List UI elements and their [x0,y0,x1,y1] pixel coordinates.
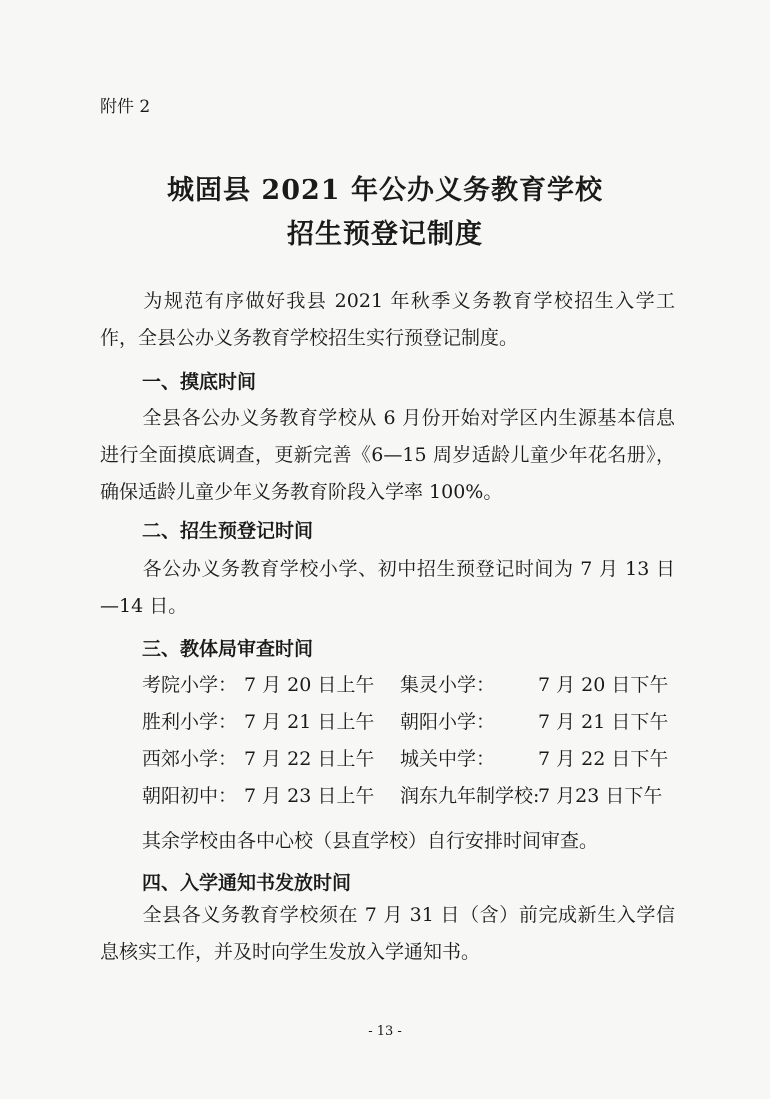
school-name: 城关中学： [400,748,496,770]
section-4-text: 全县各义务教育学校须在 7 月 31 日（含）前完成新生入学信息核实工作，并及时向学生发放入学通知书。 [100,904,675,963]
section-2-heading: 二、招生预登记时间 [142,520,314,542]
school-name: 西郊小学： [142,748,238,770]
section-4-paragraph [100,897,675,971]
intro-text: 为规范有序做好我县 2021 年秋季义务教育学校招生入学工作，全县公办义务教育学校招生实行预登记制度。 [100,290,675,349]
section-1-paragraph [100,400,675,511]
section-3-heading: 三、教体局审查时间 [142,638,314,660]
title-line-1: 城固县 2021 年公办义务教育学校 [167,175,603,206]
review-time: 7 月 20 日上午 [244,674,375,696]
review-time: 7 月23 日下午 [538,785,663,807]
school-name: 朝阳小学： [400,711,496,733]
intro-paragraph [100,283,675,357]
schedule-row [142,670,682,707]
section-1-heading: 一、摸底时间 [142,371,257,393]
review-time: 7 月 23 日上午 [244,785,375,807]
review-schedule [142,670,682,818]
review-time: 7 月 22 日上午 [244,748,375,770]
schedule-row [142,744,682,781]
school-name: 胜利小学： [142,711,238,733]
review-time: 7 月 21 日下午 [538,711,669,733]
section-1-text: 全县各公办义务教育学校从 6 月份开始对学区内生源基本信息进行全面摸底调查，更新完善《6—15 周岁适龄儿童少年花名册》，确保适龄儿童少年义务教育阶段入学率 100%。 [100,407,675,503]
section-2-paragraph [100,551,675,625]
school-name: 考院小学： [142,674,238,696]
school-name: 润东九年制学校: [400,785,540,807]
attachment-label: 附件 2 [100,97,151,117]
schedule-row [142,707,682,744]
school-name: 集灵小学： [400,674,496,696]
section-3-note: 其余学校由各中心校（县直学校）自行安排时间审查。 [142,830,599,852]
review-time: 7 月 21 日上午 [244,711,375,733]
page-number: - 13 - [368,1024,402,1039]
review-time: 7 月 22 日下午 [538,748,669,770]
title-line-2: 招生预登记制度 [287,219,483,250]
school-name: 朝阳初中： [142,785,238,807]
review-time: 7 月 20 日下午 [538,674,669,696]
schedule-row [142,781,682,818]
section-4-heading: 四、入学通知书发放时间 [142,872,352,894]
section-2-text: 各公办义务教育学校小学、初中招生预登记时间为 7 月 13 日—14 日。 [100,558,675,617]
